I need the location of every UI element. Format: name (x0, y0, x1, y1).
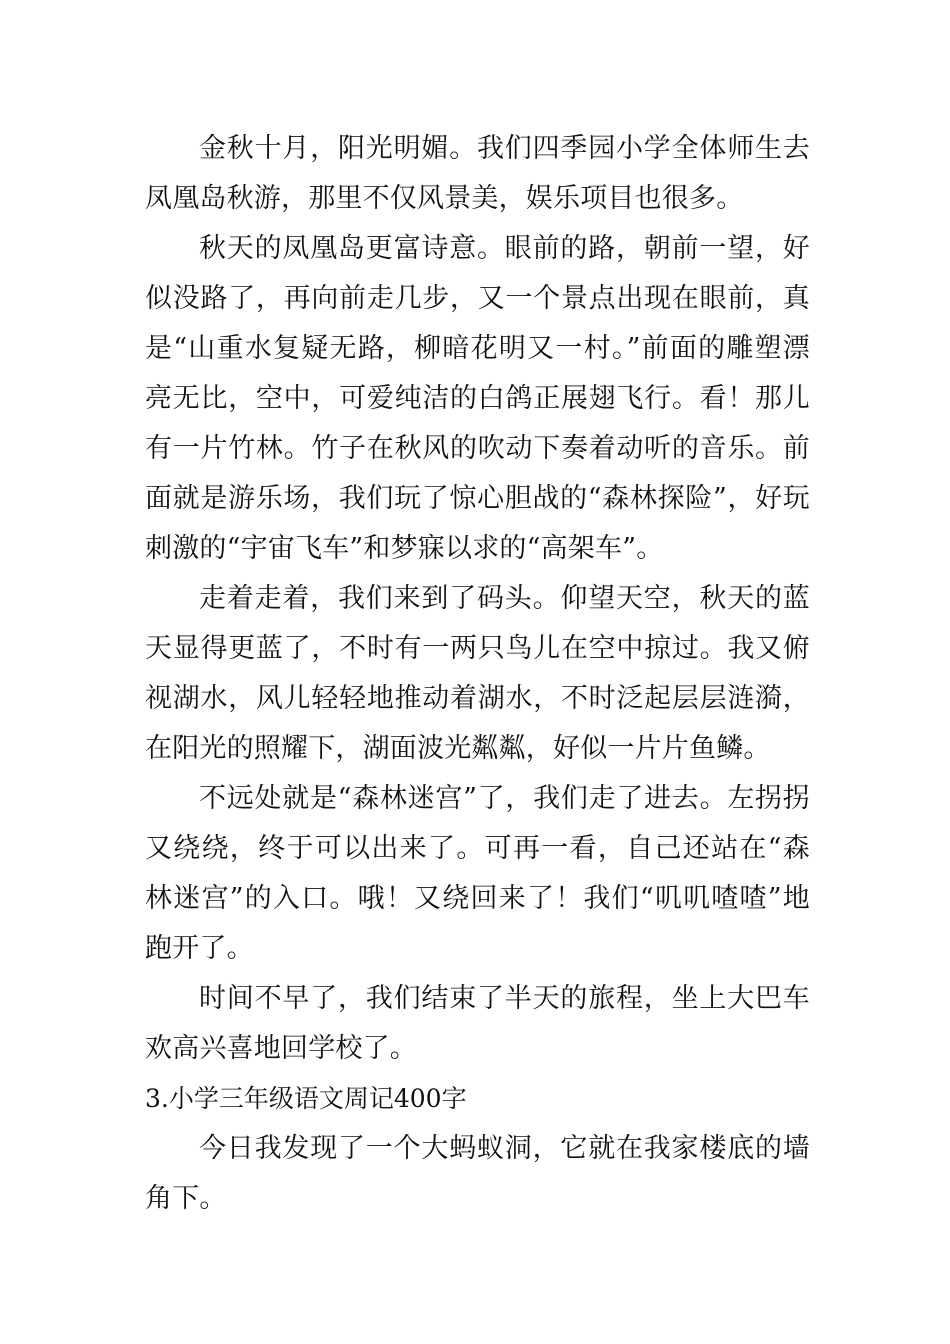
paragraph-pier: 走着走着，我们来到了码头。仰望天空，秋天的蓝天显得更蓝了，不时有一两只鸟儿在空中掠过。我又俯视湖水，风儿轻轻地推动着湖水，不时泛起层层涟漪，在阳光的照耀下，湖面波光粼粼，好似一片片鱼鳞。 (145, 583, 810, 764)
paragraph-forest-maze: 不远处就是“森林迷宫”了，我们走了进去。左拐拐又绕绕，终于可以出来了。可再一看，自己还站在“森林迷宫”的入口。哦！又绕回来了！我们“叽叽喳喳”地跑开了。 (145, 783, 810, 964)
paragraph-autumn-trip: 金秋十月，阳光明媚。我们四季园小学全体师生去凤凰岛秋游，那里不仅风景美，娱乐项目也很多。 (145, 133, 810, 214)
paragraph-ant-nest: 今日我发现了一个大蚂蚁洞，它就在我家楼底的墙角下。 (145, 1133, 810, 1214)
document-page (145, 124, 810, 1224)
section-heading: 3.小学三年级语文周记400字 (145, 1084, 467, 1113)
paragraph-return: 时间不早了，我们结束了半天的旅程，坐上大巴车欢高兴喜地回学校了。 (145, 983, 810, 1064)
paragraph-phoenix-island: 秋天的凤凰岛更富诗意。眼前的路，朝前一望，好似没路了，再向前走几步，又一个景点出现在眼前，真是“山重水复疑无路，柳暗花明又一村。”前面的雕塑漂亮无比，空中，可爱纯洁的白鸽正展翅飞行。看！那儿有一片竹林。竹子在秋风的吹动下奏着动听的音乐。前面就是游乐场，我们玩了惊心胆战的“森林探险”，好玩刺激的“宇宙飞车”和梦寐以求的“高架车”。 (145, 233, 810, 564)
